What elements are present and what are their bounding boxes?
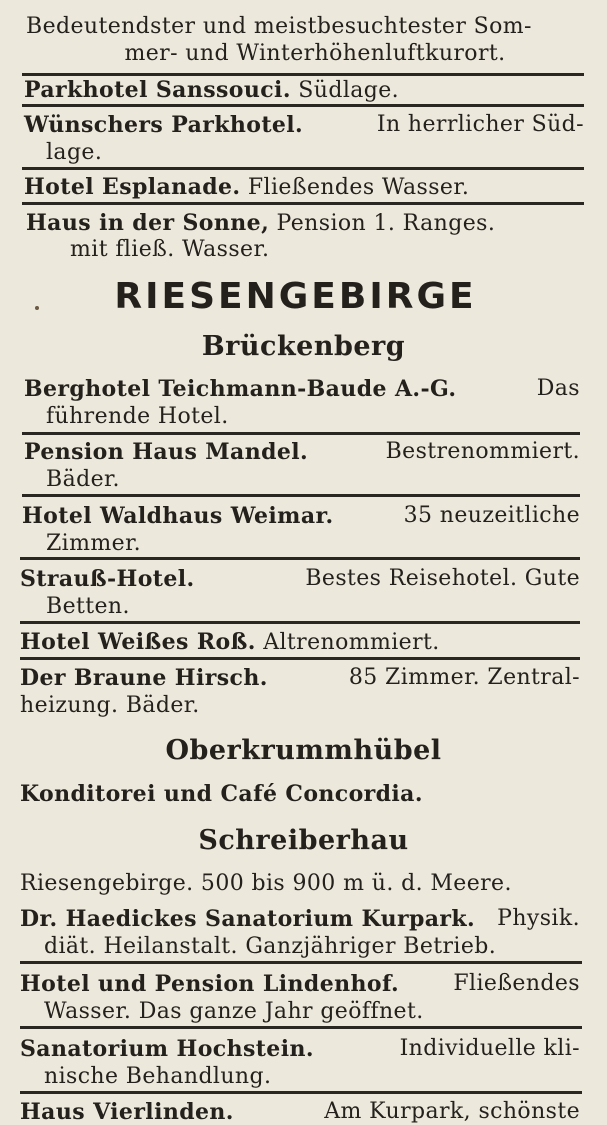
entry-continuation: heizung. Bäder. — [20, 693, 200, 718]
entry-name: Hotel Weißes Roß. — [20, 629, 256, 655]
entry-name: Konditorei und Café Concordia. — [20, 781, 423, 807]
entry-continuation: diät. Heilanstalt. Ganzjähriger Betrieb. — [44, 934, 497, 959]
section-heading-schreiberhau: Schreiberhau — [198, 825, 409, 856]
listing-entry — [20, 906, 580, 932]
listing-entry — [20, 781, 423, 808]
entry-continuation: mit fließ. Wasser. — [70, 237, 270, 262]
entry-name: Haus Vierlinden. — [20, 1099, 234, 1125]
entry-description: Am Kurpark, schönste — [324, 1099, 580, 1124]
entry-name: Hotel Esplanade. — [24, 174, 241, 200]
entry-continuation: führende Hotel. — [46, 404, 229, 429]
listing-entry — [24, 376, 580, 402]
listing-entry — [24, 174, 584, 201]
intro-line-1: Bedeutendster und meistbesuchtester Som- — [26, 14, 532, 39]
listing-entry — [20, 629, 580, 656]
entry-name: Der Braune Hirsch. — [20, 665, 268, 691]
entry-continuation: lage. — [46, 140, 103, 165]
rule — [22, 73, 584, 76]
listing-entry — [20, 1099, 580, 1125]
entry-description: In herrlicher Süd- — [376, 112, 584, 137]
entry-continuation: Bäder. — [46, 467, 120, 492]
entry-description: Das — [536, 376, 580, 401]
rule — [20, 1091, 582, 1094]
entry-name: Dr. Haedickes Sanatorium Kurpark. — [20, 906, 476, 932]
rule — [20, 961, 582, 964]
entry-description: Südlage. — [298, 78, 400, 103]
listing-entry — [22, 503, 580, 529]
entry-name: Haus in der Sonne, — [26, 210, 270, 236]
entry-name: Berghotel Teichmann-Baude A.-G. — [24, 376, 457, 402]
rule — [20, 621, 580, 624]
rule — [22, 494, 580, 497]
rule — [20, 557, 580, 560]
rule — [22, 432, 580, 435]
entry-name: Hotel und Pension Lindenhof. — [20, 971, 400, 997]
rule — [22, 104, 584, 107]
entry-description: 35 neuzeitliche — [403, 503, 580, 528]
section-heading-oberkrummhuebel: Oberkrummhübel — [165, 735, 442, 766]
rule — [22, 202, 584, 205]
entry-description: 85 Zimmer. Zentral- — [348, 665, 580, 690]
entry-name: Pension Haus Mandel. — [24, 439, 309, 465]
entry-continuation: nische Behandlung. — [44, 1064, 272, 1089]
rule — [20, 1026, 582, 1029]
listing-entry — [24, 77, 584, 104]
listing-entry — [24, 439, 580, 465]
intro-line-2: mer- und Winterhöhenluftkurort. — [124, 41, 506, 66]
entry-description: Physik. — [497, 906, 580, 931]
entry-continuation: Betten. — [46, 594, 130, 619]
listing-entry — [20, 665, 580, 691]
listing-entry — [26, 210, 584, 237]
listing-entry — [20, 971, 580, 997]
listing-entry — [20, 1036, 580, 1062]
region-heading: RIESENGEBIRGE — [114, 276, 477, 317]
listing-entry — [20, 566, 580, 592]
entry-description: Bestrenommiert. — [385, 439, 580, 464]
entry-description: Pension 1. Ranges. — [276, 211, 496, 236]
entry-description: Fließendes Wasser. — [247, 175, 470, 200]
section-intro: Riesengebirge. 500 bis 900 m ü. d. Meere. — [20, 871, 512, 896]
entry-description: Altrenommiert. — [263, 630, 440, 655]
entry-name: Sanatorium Hochstein. — [20, 1036, 314, 1062]
entry-continuation: Zimmer. — [46, 531, 141, 556]
entry-name: Parkhotel Sanssouci. — [24, 77, 291, 103]
entry-name: Hotel Waldhaus Weimar. — [22, 503, 334, 529]
listing-entry — [24, 112, 584, 138]
entry-name: Wünschers Parkhotel. — [24, 112, 304, 138]
entry-description: Individuelle kli- — [399, 1036, 580, 1061]
entry-name: Strauß-Hotel. — [20, 566, 195, 592]
rule — [22, 167, 584, 170]
rule — [20, 657, 580, 660]
entry-description: Fließendes — [453, 971, 580, 996]
section-heading-brueckenberg: Brückenberg — [201, 331, 406, 362]
entry-continuation: Wasser. Das ganze Jahr geöffnet. — [44, 999, 424, 1024]
entry-description: Bestes Reisehotel. Gute — [305, 566, 580, 591]
